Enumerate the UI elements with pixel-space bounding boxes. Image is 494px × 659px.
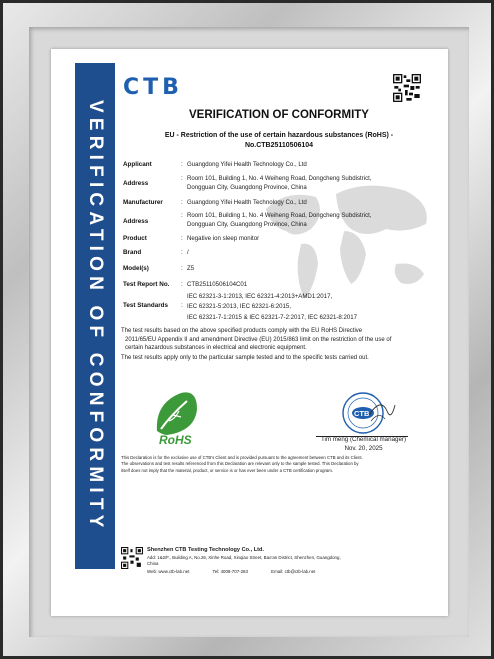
seal-text: CTB — [354, 409, 370, 418]
footer-contact — [147, 569, 437, 574]
manufacturer-address-value: Room 101, Building 1, No. 4 Weiheng Road, Dongcheng Subdistrict, Dongguan City, Guangdong Province, China — [187, 212, 372, 228]
applicant-value: Guangdong Yifei Health Technology Co., Ltd — [187, 161, 307, 168]
sidebar-text: VERIFICATION OF CONFORMITY — [85, 99, 106, 533]
footer-web: Web: www.ctb-lab.net — [147, 569, 190, 574]
report-value: CTB25110506104C01 — [187, 281, 248, 288]
product-value: Negative ion sleep monitor — [187, 235, 260, 242]
disclaimer: This Declaration is for the exclusive use of CTB's Client and is provided pursuant to the agreement between CTB and its Client. The observations and test results referenced from this Declaration are relevant only to the sample tested. This Declaration by itself does not imply that the material, product, or service is or has ever been under a CTB certification program. — [121, 455, 363, 473]
footer-email: Email: ctb@ctb-lab.net — [271, 569, 316, 574]
certificate-number: No.CTB25110506104 — [244, 142, 314, 149]
signer-name: Tim meng (Chemical manager) — [320, 436, 407, 443]
footer-company: Shenzhen CTB Testing Technology Co., Ltd. — [147, 547, 264, 553]
certificate-paper: VERIFICATION OF CONFORMITY CTB VERIFICATION OF CONFORMITY EU - Restriction of the use of certain hazardous substances (RoHS) - No.CTB25110506104 Applicant : Guangdong Yifei Health Technology Co., Ltd Address : Room 101, Building 1, No. 4 Weiheng Road, Dongcheng Subdistrict, Dongguan City, Guangdong Province, China Manufacturer : Guangdong Yifei Health Technology Co., Ltd Address : Room 101, Building 1, No. 4 Weiheng Road, Dongcheng Subdistrict, Dongguan City, Guangdong Province, China Product : Negative ion sleep monitor Brand : / Model(s) : Z5 Test Report No. : CTB25110506104C01 Test Standards : IEC 62321-3-1:2013, IEC 62321-4:2013+AMD1:2017, IEC 62321-5:2013, IEC 62321-6:2015, IEC 62321-7-1:2015 & IEC 62321-7-2:2017, IEC 62321-8:2017 The test results based on the above specified products comply with the EU RoHS Directive 2011/65/EU Appendix II and amendment Directive (EU) 2015/863 limit on the restriction of the use of certain hazardous substances in electrical and electronic equipment. The test results apply only to the particular sample tested and to the specific tests carried out. RoHS CTB Tim meng (Chemical manager) Nov. 20, 2025 This Declaration is for the exclusive use of CTB's Client and is provided pursuant to the agreement between CTB and its Client. The observations and test results referenced from this Declaration are relevant only to the sample tested. This Declaration by itself does not imply that the material, product, or service is or has ever been under a CTB certification program. Shenzhen CTB Testing Technology Co., Ltd. Add: 1&2/F., Building A, No.26, Xinhe Road, Xinqiao Street, Bao'an District, Shenzhen, Guangdong, China Web: www.ctb-lab.net Tel: 4008-707-283 Email: ctb@ctb-lab.net — [51, 49, 448, 616]
footer-tel: Tel: 4008-707-283 — [212, 569, 248, 574]
brand-label: Brand — [123, 249, 142, 256]
standards-value: IEC 62321-3-1:2013, IEC 62321-4:2013+AMD1:2017, IEC 62321-5:2013, IEC 62321-6:2015, IEC 62321-7-1:2015 & IEC 62321-7-2:2017, IEC 62321-8:2017 — [187, 293, 358, 321]
document-title: VERIFICATION OF CONFORMITY — [189, 109, 369, 121]
standards-label: Test Standards — [123, 302, 169, 309]
manufacturer-value: Guangdong Yifei Health Technology Co., Ltd — [187, 199, 307, 206]
rohs-label: RoHS — [159, 433, 192, 447]
qr-code-icon — [121, 547, 143, 569]
brand-value: / — [187, 249, 189, 256]
issue-date: Nov. 20, 2025 — [344, 444, 383, 452]
sidebar-band — [75, 63, 115, 569]
model-value: Z5 — [187, 265, 195, 272]
signer-block — [311, 436, 416, 453]
document-subtitle: EU - Restriction of the use of certain hazardous substances (RoHS) - No.CTB25110506104 — [119, 131, 439, 151]
company-seal-icon — [341, 391, 399, 435]
applicant-label: Applicant — [123, 161, 152, 168]
qr-code-icon — [393, 74, 421, 102]
compliance-statement: The test results based on the above specified products comply with the EU RoHS Directive 2011/65/EU Appendix II and amendment Directive (EU) 2015/863 limit on the restriction of the use of certain hazardous substances in electrical and electronic equipment. The test results apply only to the particular sample tested and to the specific tests carried out. — [121, 328, 392, 362]
footer-address: Add: 1&2/F., Building A, No.26, Xinhe Road, Xinqiao Street, Bao'an District, Shenzhen, Guangdong, China — [147, 555, 341, 567]
model-label: Model(s) — [123, 265, 149, 272]
ctb-logo: CTB — [123, 75, 183, 100]
address-value: Room 101, Building 1, No. 4 Weiheng Road, Dongcheng Subdistrict, Dongguan City, Guangdong Province, China — [187, 175, 372, 191]
manufacturer-address-label: Address — [123, 218, 149, 225]
address-label: Address — [123, 180, 149, 187]
rohs-leaf-icon — [151, 389, 201, 447]
product-label: Product — [123, 235, 147, 242]
report-label: Test Report No. — [123, 281, 170, 288]
manufacturer-label: Manufacturer — [123, 199, 163, 206]
